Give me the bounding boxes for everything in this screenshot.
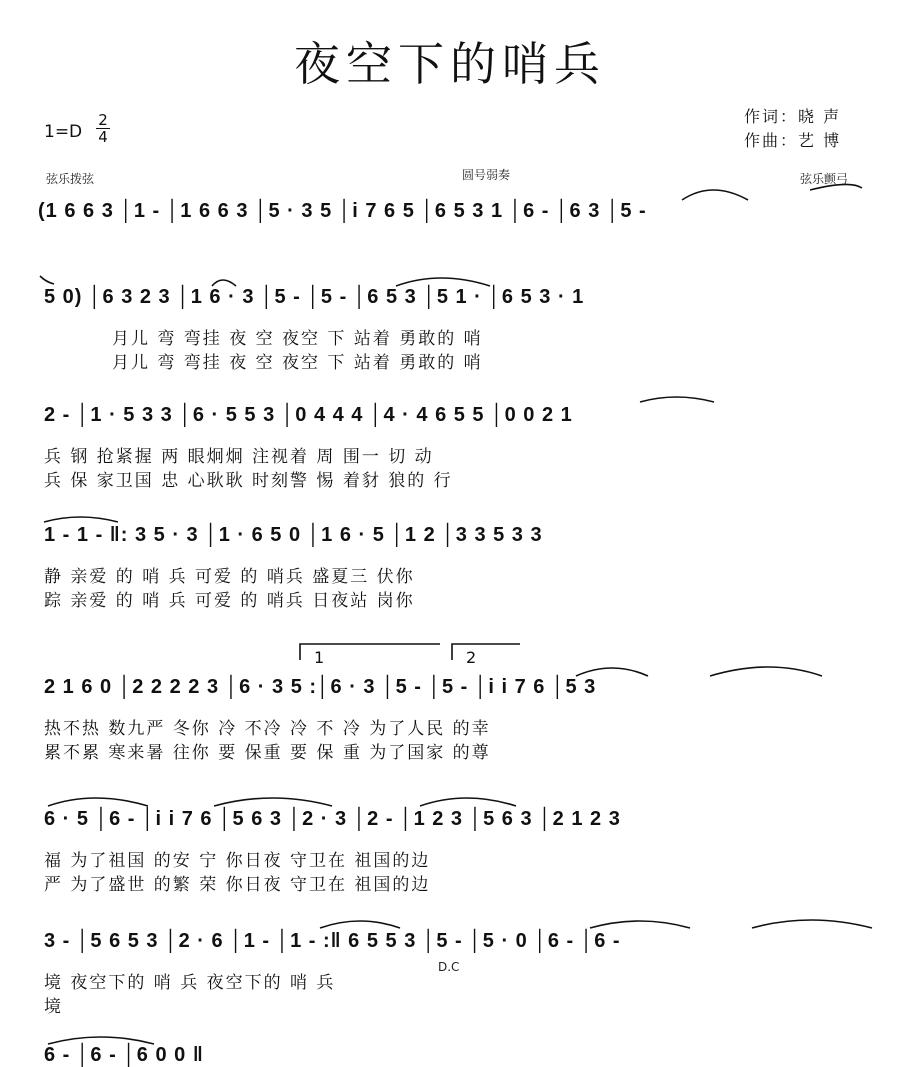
- slur-mark: [752, 920, 872, 928]
- notation-row-2: 5 0) │6 3 2 3 │1 6 · 3 │5 - │5 - │6 5 3 │5 1 · │6 5 3 · 1: [44, 286, 585, 308]
- slur-mark: [48, 798, 148, 806]
- notation-row-6: 6 · 5 │6 - │i i 7 6 │5 6 3 │2 · 3 │2 - │1 2 3 │5 6 3 │2 1 2 3: [44, 808, 621, 830]
- lyric-row-7-verse-2: 境: [44, 997, 63, 1017]
- time-signature-top: 2: [98, 111, 108, 129]
- lyric-row-6-verse-1: 福 为了祖国 的安 宁 你日夜 守卫在 祖国的边: [44, 851, 431, 871]
- slur-mark: [396, 278, 490, 286]
- lyric-row-5-verse-2: 累不累 寒来暑 往你 要 保重 要 保 重 为了国家 的尊: [44, 743, 491, 763]
- notation-row-8: 6 - │6 - │6 0 0 ‖: [44, 1044, 204, 1066]
- lyricist-credit: 作词：晓 声: [744, 107, 842, 126]
- volta-first-label: 1: [314, 648, 325, 667]
- notation-row-1: (1 6 6 3 │1 - │1 6 6 3 │5 · 3 5 │i 7 6 5 │6 5 3 1 │6 - │6 3 │5 -: [38, 200, 647, 222]
- notation-row-5: 2 1 6 0 │2 2 2 2 3 │6 · 3 5 :│6 · 3 │5 - │5 - │i i 7 6 │5 3: [44, 676, 597, 698]
- slur-mark: [576, 668, 648, 676]
- lyric-row-6-verse-2: 严 为了盛世 的繁 荣 你日夜 守卫在 祖国的边: [44, 875, 431, 895]
- performance-hint-2: 圆号弱奏: [462, 168, 511, 182]
- slur-mark: [640, 397, 714, 402]
- lyric-row-4-verse-1: 静 亲爱 的 哨 兵 可爱 的 哨兵 盛夏三 伏你: [44, 567, 415, 587]
- volta-bracket: [300, 644, 440, 660]
- lyric-row-5-verse-1: 热不热 数九严 冬你 冷 不冷 冷 不 冷 为了人民 的幸: [44, 719, 491, 739]
- slur-mark: [420, 798, 516, 806]
- volta-bracket: [452, 644, 520, 660]
- dc-marking: D.C: [438, 960, 460, 974]
- performance-hint-1: 弦乐拨弦: [46, 172, 95, 186]
- notation-row-4: 1 - 1 - ‖: 3 5 · 3 │1 · 6 5 0 │1 6 · 5 │1 2 │3 3 5 3 3: [44, 524, 543, 546]
- lyric-row-7-verse-1: 境 夜空下的 哨 兵 夜空下的 哨 兵: [44, 973, 336, 993]
- slur-mark: [590, 921, 690, 928]
- composer-credit: 作曲：艺 博: [744, 131, 842, 150]
- slur-mark: [212, 280, 236, 286]
- lyric-row-2-verse-1: 月儿 弯 弯挂 夜 空 夜空 下 站着 勇敢的 哨: [112, 329, 483, 349]
- slur-mark: [710, 667, 822, 676]
- slur-mark: [40, 276, 54, 284]
- time-signature-bottom: 4: [96, 128, 110, 145]
- volta-second-label: 2: [466, 648, 477, 667]
- slur-mark: [214, 798, 332, 806]
- lyric-row-4-verse-2: 踪 亲爱 的 哨 兵 可爱 的 哨兵 日夜站 岗你: [44, 591, 415, 611]
- key-signature: 1=D: [44, 122, 83, 142]
- page-title: 夜空下的哨兵: [294, 37, 606, 91]
- slur-mark: [682, 190, 748, 200]
- slur-mark: [48, 1037, 154, 1044]
- lyric-row-3-verse-1: 兵 钢 抢紧握 两 眼炯炯 注视着 周 围一 切 动: [44, 447, 434, 467]
- slur-mark: [44, 517, 118, 522]
- lyric-row-3-verse-2: 兵 保 家卫国 忠 心耿耿 时刻警 惕 着豺 狼的 行: [44, 471, 453, 491]
- lyric-row-2-verse-2: 月儿 弯 弯挂 夜 空 夜空 下 站着 勇敢的 哨: [112, 353, 483, 373]
- slur-mark: [810, 184, 862, 190]
- notation-row-3: 2 - │1 · 5 3 3 │6 · 5 5 3 │0 4 4 4 │4 · 4 6 5 5 │0 0 2 1: [44, 404, 573, 426]
- slur-mark: [320, 921, 400, 928]
- notation-row-7: 3 - │5 6 5 3 │2 · 6 │1 - │1 - :‖ 6 5 5 3 │5 - │5 · 0 │6 - │6 -: [44, 930, 621, 952]
- performance-hint-3: 弦乐颤弓: [800, 172, 849, 186]
